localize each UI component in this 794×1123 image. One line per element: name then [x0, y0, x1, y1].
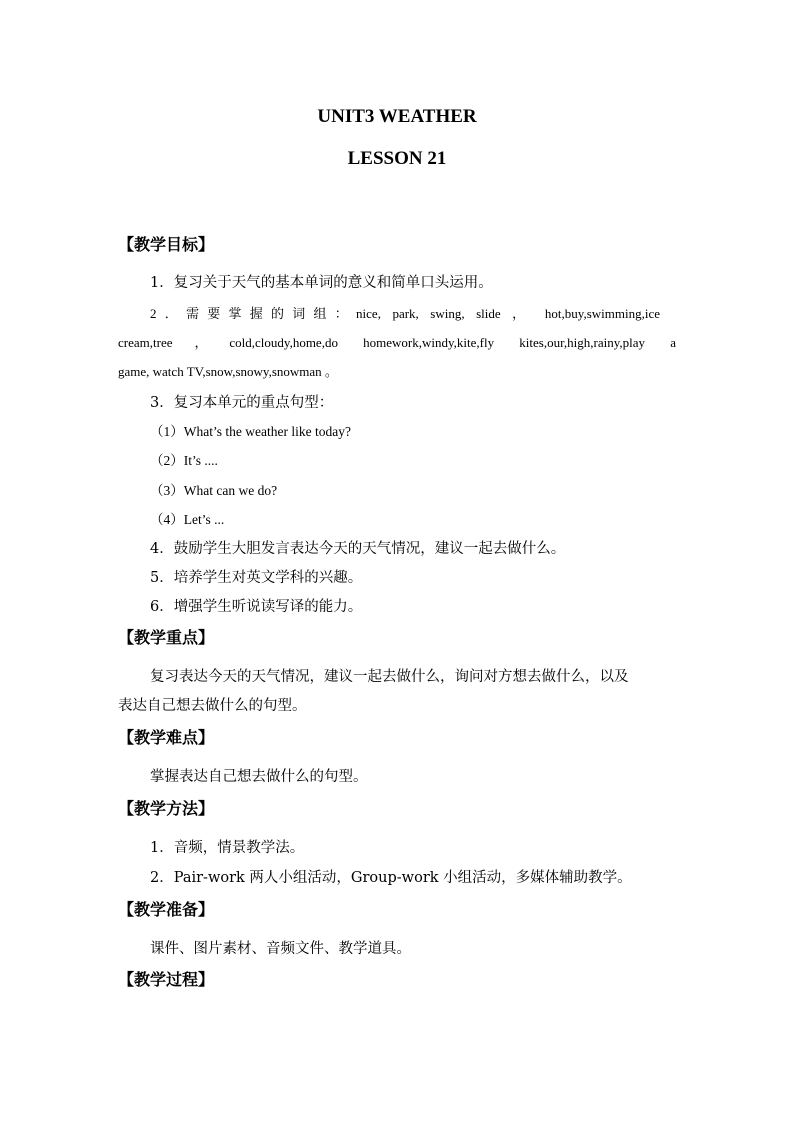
- sentence-pattern-2: （2）It’s ....: [150, 453, 218, 468]
- key-points-heading: 【教学重点】: [118, 628, 215, 647]
- goal-item-2-line-1: 2．需要掌握的词组：nice, park, swing, slide ， hot,buy,swimming,ice: [150, 306, 660, 321]
- method-item-1: 1．音频，情景教学法。: [150, 840, 305, 856]
- sentence-pattern-3: （3）What can we do?: [150, 483, 278, 498]
- method-item-2: 2．Pair-work 两人小组活动，Group-work 小组活动，多媒体辅助教学。: [150, 870, 632, 886]
- goals-heading: 【教学目标】: [118, 235, 215, 254]
- methods-heading: 【教学方法】: [118, 799, 215, 818]
- process-heading: 【教学过程】: [118, 970, 215, 989]
- key-points-line-2: 表达自己想去做什么的句型。: [118, 698, 307, 714]
- sentence-pattern-1: （1）What’s the weather like today?: [150, 424, 351, 439]
- goal-item-2-line-2: cream,tree，cold,cloudy,home,do homework,windy,kite,fly kites,our,high,rainy,play a: [118, 335, 676, 350]
- goal-item-6: 6．增强学生听说读写译的能力。: [150, 599, 363, 615]
- goal-item-4: 4．鼓励学生大胆发言表达今天的天气情况，建议一起去做什么。: [150, 541, 566, 557]
- difficulties-heading: 【教学难点】: [118, 728, 215, 747]
- sentence-pattern-4: （4）Let’s ...: [150, 512, 225, 527]
- goal-item-1: 1．复习关于天气的基本单词的意义和简单口头运用。: [150, 275, 493, 291]
- unit-title: UNIT3 WEATHER: [317, 106, 477, 127]
- lesson-title: LESSON 21: [347, 148, 447, 169]
- key-points-line-1: 复习表达今天的天气情况，建议一起去做什么，询问对方想去做什么，以及: [150, 669, 629, 685]
- preparation-line-1: 课件、图片素材、音频文件、教学道具。: [150, 941, 411, 957]
- preparation-heading: 【教学准备】: [118, 900, 215, 919]
- difficulties-line-1: 掌握表达自己想去做什么的句型。: [150, 769, 368, 785]
- goal-item-2-line-3: game, watch TV,snow,snowy,snowman 。: [118, 364, 338, 379]
- goal-item-5: 5．培养学生对英文学科的兴趣。: [150, 570, 363, 586]
- goal-item-3: 3．复习本单元的重点句型：: [150, 395, 334, 411]
